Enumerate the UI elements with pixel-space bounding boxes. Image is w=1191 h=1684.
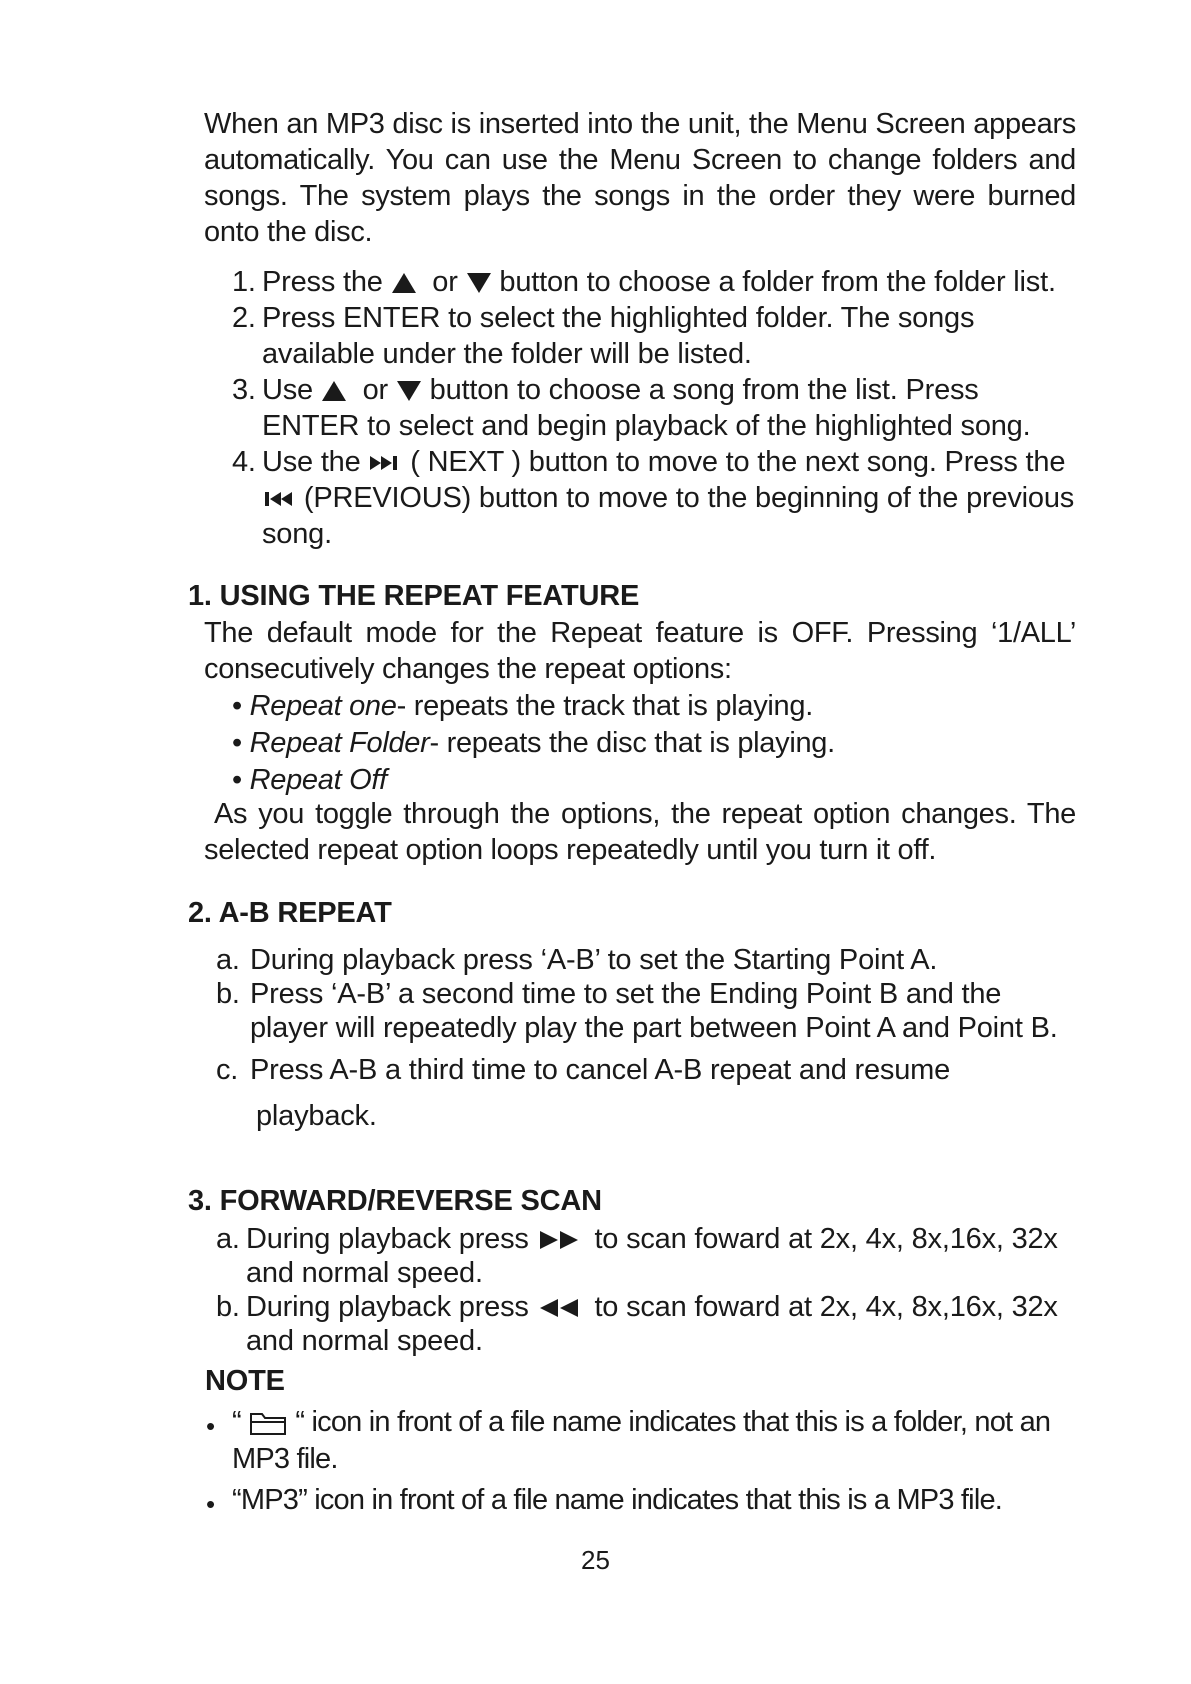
repeat-option-term: Repeat Off [249,764,387,796]
ab-repeat-list [216,943,1076,1133]
step-text: Press the [262,266,383,298]
note-text: “ icon in front of a file name indicates that this is a folder, not an MP3 file. [232,1406,1051,1475]
list-item [216,977,1076,1045]
step-text: ( NEXT ) button to move to the next song. Press the [410,446,1066,478]
fast-forward-icon [537,1229,587,1251]
step-text: or [432,266,458,298]
step-text: Press ENTER to select the highlighted folder. The songs available under the folder will be listed. [262,302,975,370]
step-number: 3. [232,374,256,406]
down-triangle-icon [396,380,422,402]
item-text: During playback press ‘A-B’ to set the Starting Point A. [250,944,938,976]
repeat-option-term: Repeat one [249,690,397,722]
down-triangle-icon [466,272,492,294]
folder-icon [248,1410,288,1436]
mp3-steps-list [232,264,1082,552]
note-quote-open: “ [232,1406,241,1438]
step-text: button to choose a song from the list. Press ENTER to select and begin playback of the highlighted song. [262,374,1031,442]
item-text-continued: playback. [256,1100,377,1132]
step-number: 2. [232,302,256,334]
list-item [232,688,835,725]
repeat-options-list [232,688,835,799]
step-text: Use the [262,446,361,478]
item-letter: a. [216,1223,240,1255]
repeat-description: The default mode for the Repeat feature is OFF. Pressing ‘1/ALL’ consecutively changes the repeat options: [204,617,1076,685]
item-text: to scan foward at 2x, 4x, 8x,16x, 32x and normal speed. [246,1291,1058,1357]
list-item [232,264,1082,300]
list-item [200,1404,1080,1478]
item-letter: c. [216,1054,239,1086]
bullet-mark: • [206,1489,215,1519]
step-text: or [362,374,388,406]
repeat-option-term: Repeat Folder [249,727,430,759]
list-item [232,300,1082,372]
list-item [232,762,835,799]
item-text: Press ‘A-B’ a second time to set the Ending Point B and the player will repeatedly play the part between Point A and Point B. [250,978,1058,1044]
bullet-mark: • [232,764,242,796]
bullet-mark: • [232,690,242,722]
repeat-toggle-text: As you toggle through the options, the repeat option changes. The selected repeat option loops repeatedly until you turn it off. [204,798,1076,866]
item-text: to scan foward at 2x, 4x, 8x,16x, 32x and normal speed. [246,1223,1058,1289]
list-item [216,1290,1076,1358]
rewind-icon [537,1297,587,1319]
step-number: 4. [232,446,256,478]
list-item [232,725,835,762]
bullet-mark: • [206,1411,215,1441]
repeat-toggle-paragraph [204,796,1076,868]
intro-paragraph: When an MP3 disc is inserted into the unit, the Menu Screen appears automatically. You can use the Menu Screen to change folders and songs. The system plays the songs in the order they were burned onto the disc. [204,108,1076,248]
list-item [232,444,1082,552]
item-text: Press A-B a third time to cancel A-B repeat and resume [250,1054,951,1086]
list-item [216,943,1076,977]
list-item [216,1222,1076,1290]
item-letter: b. [216,1291,240,1323]
up-triangle-icon [391,272,417,294]
next-track-icon [368,454,402,472]
step-number: 1. [232,266,256,298]
list-item [200,1482,1080,1519]
repeat-feature-heading: 1. USING THE REPEAT FEATURE [188,580,640,612]
repeat-option-text: - repeats the track that is playing. [396,690,813,722]
note-heading: NOTE [205,1365,285,1397]
list-item [232,372,1082,444]
page-number: 25 [581,1545,610,1575]
bullet-mark: • [232,727,242,759]
item-letter: a. [216,944,240,976]
note-list [200,1404,1080,1519]
scan-heading: 3. FORWARD/REVERSE SCAN [188,1185,602,1217]
step-text: (PREVIOUS) button to move to the beginning of the previous song. [262,482,1075,550]
item-letter: b. [216,978,240,1010]
scan-list [216,1222,1076,1358]
step-text: button to choose a folder from the folder list. [499,266,1056,298]
ab-repeat-heading: 2. A-B REPEAT [188,897,392,929]
step-text: Use [262,374,313,406]
item-text: During playback press [246,1291,529,1323]
item-text: During playback press [246,1223,529,1255]
repeat-option-text: - repeats the disc that is playing. [429,727,835,759]
note-text: “MP3” icon in front of a file name indicates that this is a MP3 file. [232,1484,1003,1516]
previous-track-icon [262,490,296,508]
list-item [216,1053,1076,1133]
up-triangle-icon [321,380,347,402]
